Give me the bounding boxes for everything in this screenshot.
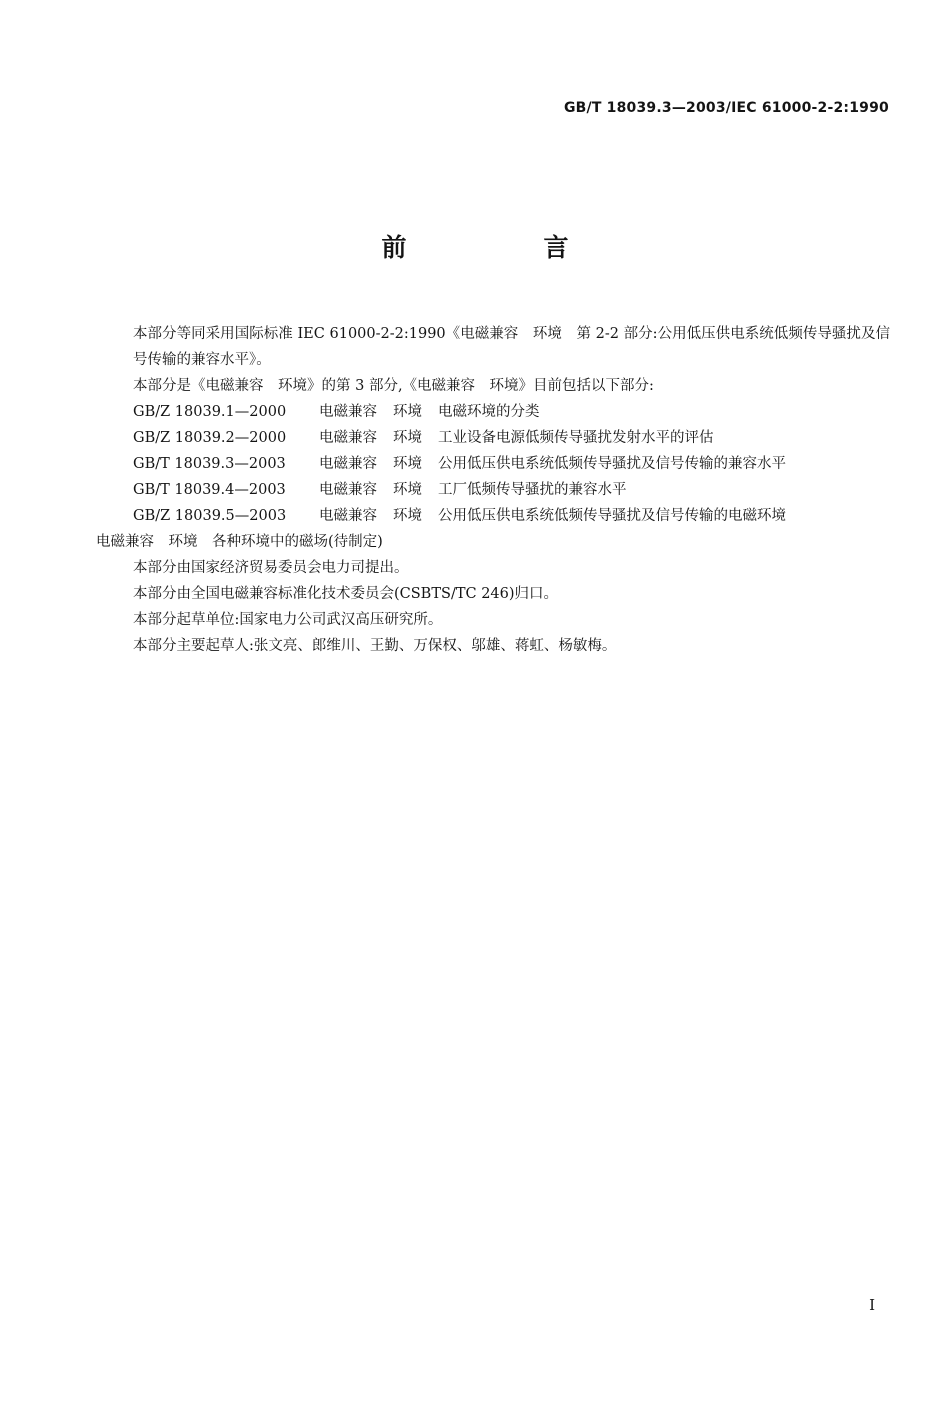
part-code: GB/Z 18039.1—2000 [133,404,287,420]
list-item [96,477,890,503]
part-title-a: 电磁兼容 [319,430,377,446]
part-title-a: 电磁兼容 [319,482,377,498]
part-title-b: 环境 [393,508,422,524]
list-item [96,503,890,529]
paragraph-administered-by: 本部分由全国电磁兼容标准化技术委员会(CSBTS/TC 246)归口。 [133,586,559,602]
paragraph-proposed-by: 本部分由国家经济贸易委员会电力司提出。 [133,560,409,576]
part-title-c: 公用低压供电系统低频传导骚扰及信号传输的兼容水平 [438,456,786,472]
paragraph-drafting-unit: 本部分起草单位:国家电力公司武汉高压研究所。 [133,612,443,628]
foreword-body [96,321,890,659]
part-title-c: 电磁环境的分类 [438,404,540,420]
part-title-b: 环境 [393,482,422,498]
part-title-a: 电磁兼容 [319,456,377,472]
part-title-c: 工厂低频传导骚扰的兼容水平 [438,482,627,498]
paragraph-drafters: 本部分主要起草人:张文亮、郎维川、王勤、万保权、邬雄、蒋虹、杨敏梅。 [133,638,617,654]
part-code: GB/Z 18039.5—2003 [133,508,287,524]
standard-code-header: GB/T 18039.3—2003/IEC 61000-2-2:1990 [563,100,889,116]
list-item [96,451,890,477]
page-number: I [869,1296,875,1314]
part-code: GB/T 18039.4—2003 [133,482,286,498]
part-title-b: 环境 [393,456,422,472]
list-item [96,425,890,451]
part-title-c: 公用低压供电系统低频传导骚扰及信号传输的电磁环境 [438,508,786,524]
part-code: GB/T 18039.3—2003 [133,456,286,472]
list-item [96,399,890,425]
part-title-b: 环境 [393,430,422,446]
part-title-c: 工业设备电源低频传导骚扰发射水平的评估 [438,430,714,446]
part-title-a: 电磁兼容 [319,508,377,524]
part-title-b: 环境 [393,404,422,420]
list-item-continuation: 电磁兼容 环境 各种环境中的磁场(待制定) [96,534,383,550]
paragraph-series: 本部分是《电磁兼容 环境》的第 3 部分,《电磁兼容 环境》目前包括以下部分: [133,378,654,394]
paragraph-adoption: 本部分等同采用国际标准 IEC 61000-2-2:1990《电磁兼容 环境 第 2-2 部分:公用低压供电系统低频传导骚扰及信号传输的兼容水平》。 [133,326,890,368]
part-title-a: 电磁兼容 [319,404,377,420]
page-title: 前 言 [381,233,625,262]
part-code: GB/Z 18039.2—2000 [133,430,287,446]
